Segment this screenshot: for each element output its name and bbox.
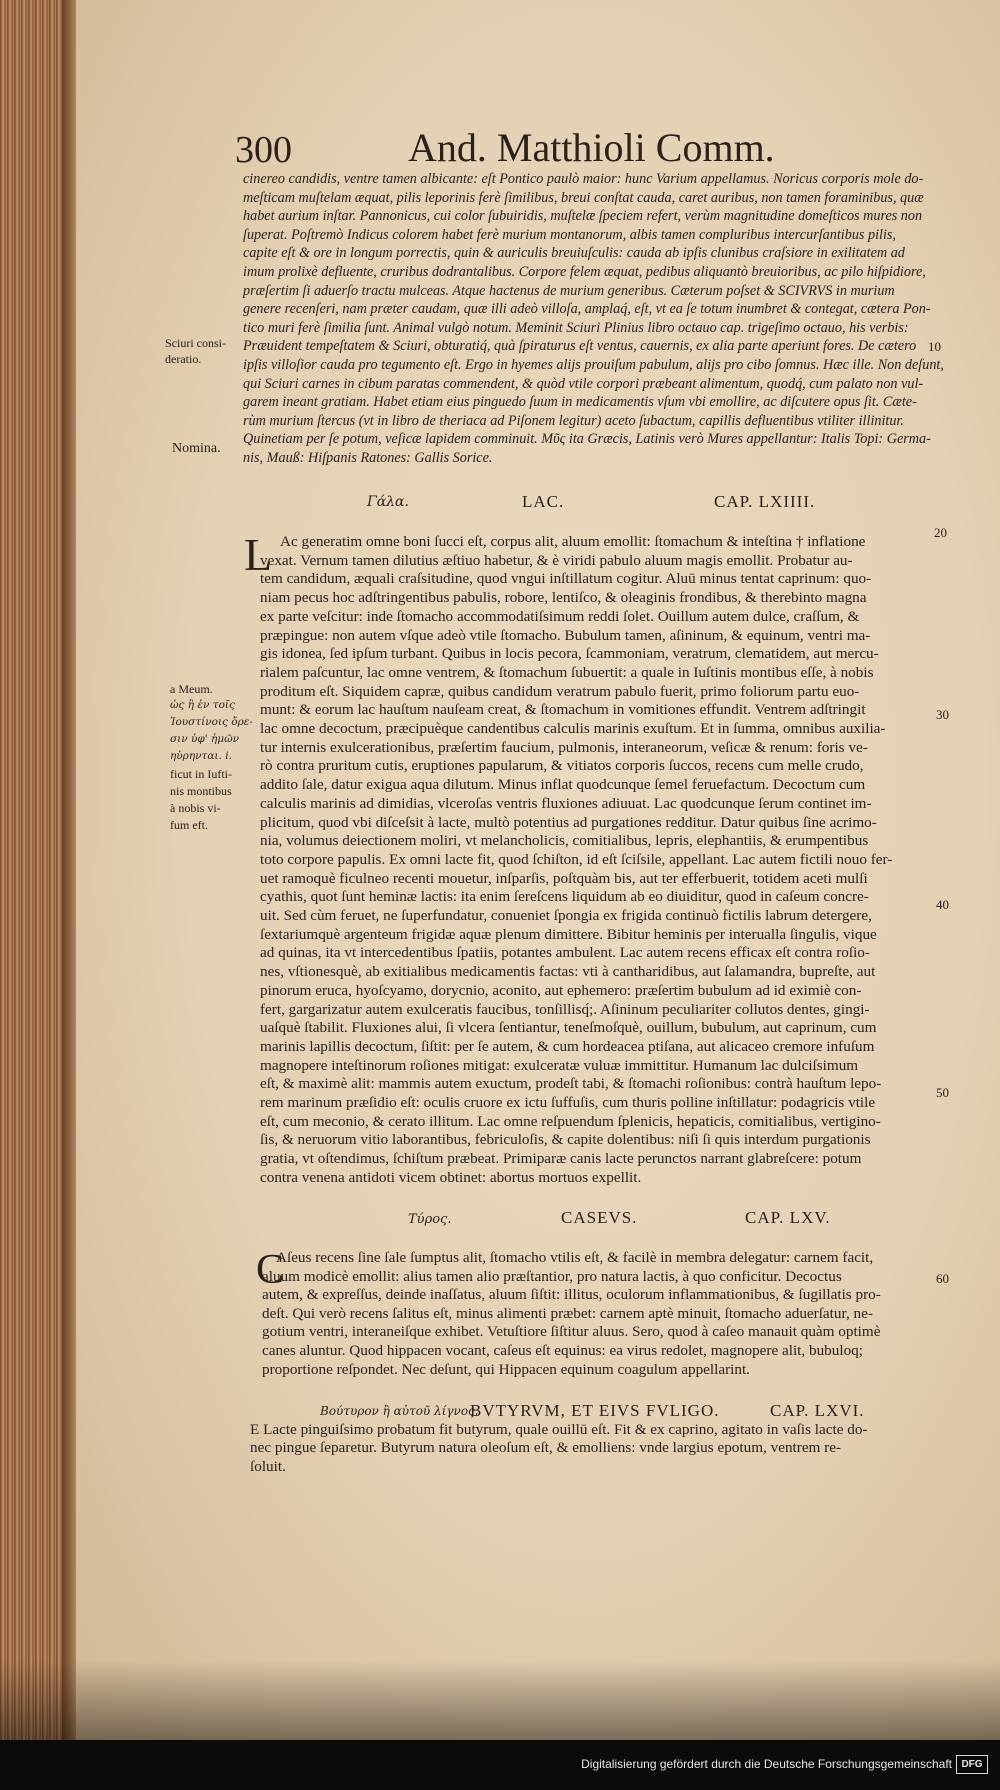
margin-note-meum-line: Ἰουστίνοις ὄρε- xyxy=(170,716,253,728)
margin-note-sciuri-2: deratio. xyxy=(165,352,202,366)
margin-note-meum-line: ηὑρηνται. i. xyxy=(170,750,232,762)
lac-greek-heading: Γάλα. xyxy=(367,494,409,510)
caseus-text-line: canes aluntur. Quod hippacen vocant, caſeus eſt equinus: ea virus redolet, magnopere alit, bubuloq; xyxy=(262,1342,863,1359)
lac-title: LAC. xyxy=(522,492,565,511)
caseus-text-line: proportione reſpondet. Nec deſunt, qui Hippacen equinum coagulum appellarint. xyxy=(262,1360,750,1378)
caseus-greek-heading: Τύρος. xyxy=(408,1212,452,1227)
line-number-50: 50 xyxy=(936,1085,949,1100)
lac-text-line: marinis lapillis decoctum, ſiſtit: per ſe autem, & cum hordeacea ptiſana, aut alicaceo cremore infuſum xyxy=(260,1037,875,1055)
running-head: And. Matthioli Comm. xyxy=(408,125,775,170)
lac-text-line: gratia, vt oſtendimus, ſchiſtum præbeat. Primiparæ canis lacte perunctos narrant glabreſcere: potum xyxy=(260,1150,862,1168)
lac-text-line: præpingue: non autem vſque adeò vtile ſtomacho. Bubulum tamen, aſininum, & equinum, ventri ma- xyxy=(260,626,871,644)
italic-text-line: capite eſt & ore in longum porrectis, quin & auriculis breuiuſculis: cauda ab ipſis clunibus craſsiore in exilitatem ad xyxy=(243,245,905,262)
lac-text-line: proditum eſt. Siquidem capræ, quibus candidum veratrum pabulo fuerit, primo foliorum partu euo- xyxy=(260,682,860,700)
caseus-text-line: aluum modicè emollit: alius tamen alio præſtantior, pro natura lactis, à quo conficitur. Decoctus xyxy=(262,1267,842,1285)
lac-text-line: cyathis, quot ſunt heminæ lactis: ita enim ſereſcens liquidum ab eo diuiditur, quod in caſeum concre- xyxy=(260,888,869,906)
italic-text-line: cinereo candidis, ventre tamen albicante: eſt Pontico paulò maior: hunc Varium appellamus. Noricus corporis mole do- xyxy=(243,171,924,187)
lac-text-line: addito ſale, datur exigua aqua dilutum. Minus inflat quodcunque ſemel feruefactum. Decoctum cum xyxy=(260,776,866,794)
margin-note-meum-line: à nobis vi- xyxy=(170,801,221,815)
margin-note-sciuri-1: Sciuri consi- xyxy=(165,336,226,350)
lac-text-line: magnopere inteſtinorum roſiones mitigat: exulceratæ vuluæ immittitur. Humanum lac dulciſsimum xyxy=(260,1056,859,1074)
lac-text-line: contra venena antidoti vicem obtinet: abortus mortuos expellit. xyxy=(260,1168,642,1186)
margin-note-meum-line: ὡς ἢ ἐν τοῖς xyxy=(170,699,235,711)
italic-text-line: ipſis villoſior cauda pro tegumento eſt. Ergo in hyemes alijs prouiſum pabulum, alijs pro cibo ſomnus. Hæc ille. Non deſunt, xyxy=(243,357,944,373)
italic-text-line: ſuperat. Poſtremò Indicus colorem habet ferè murium montanorum, albis tamen compluribus intercurſantibus pilis, xyxy=(243,226,896,243)
line-number-40: 40 xyxy=(936,897,949,912)
footer-text: Digitalisierung gefördert durch die Deutsche Forschungsgemeinschaft xyxy=(581,1757,952,1771)
lac-text-line: tem candidum, æquali craſsitudine, quod vngui inſtillatum cogitur. Aluū minus tentat caprinum: quo- xyxy=(260,570,872,588)
line-number-20: 20 xyxy=(934,525,947,540)
lac-text-line: vexat. Vernum tamen dilutius æſtiuo habetur, & è viridi pabulo aluum magis emollit. Probatur au- xyxy=(260,551,853,569)
italic-text-line: Quinetiam per ſe potum, veſicæ lapidem comminuit. Μῦς ita Græcis, Latinis verò Mures appellantur: Italis Topi: Germa- xyxy=(243,431,931,448)
italic-text-line: habet aurium inſtar. Pannonicus, cui color ſubuiridis, muſtelæ ſpeciem refert, verùm magnitudine domeſticos mures non xyxy=(243,208,923,225)
lac-text-line: eſt, & maximè alit: mammis autem exuctum, prodeſt tabi, & ſtomachi roſionibus: contrà hauſtum lepo- xyxy=(260,1075,882,1093)
italic-text-line: præſertim ſi aduerſo tractu mulceas. Atque hactenus de murium generibus. Cæterum poſset & SCIVRVS in murium xyxy=(243,282,895,299)
line-number-60: 60 xyxy=(936,1271,949,1286)
lac-text-line: munt: & eorum lac hauſtum nauſeam creat, & ſtomachum in vomitiones effundit. Ventrem adſtringit xyxy=(260,701,866,719)
margin-note-meum-line: nis montibus xyxy=(170,784,232,798)
caseus-text-line: gotium ventri, interaneiſque exhibet. Vetuſtiore ſiſtitur aluus. Sero, quod à caſeo manauit quàm optimè xyxy=(262,1323,881,1341)
butyrum-cap: CAP. LXVI. xyxy=(770,1401,865,1420)
caseus-text-line: deſt. Qui verò recens ſalitus eſt, minus alimenti præbet: carnem aptè minuit, ſtomacho aduerſatur, ne- xyxy=(262,1304,873,1322)
margin-note-meum-line: σιν ὑφ' ἡμῶν xyxy=(170,733,240,745)
lac-text-line: nes, vſtionesquè, ab exitialibus medicamentis factas: vti à cantharidibus, aut ſalamandra, bupreſte, aut xyxy=(260,963,876,981)
lac-text-line: lac omne decoctum, præcipuèque candentibus calculis marinis exuſtum. Et in ſumma, omnibus auxilia- xyxy=(260,720,886,737)
margin-note-meum-line: fum eft. xyxy=(170,818,208,832)
lac-text-line: ex parte veſcitur: inde ſtomacho accommodatiſsimum reddi ſolet. Ouillum autem dulce, craſſum, & xyxy=(260,607,860,625)
caseus-cap: CAP. LXV. xyxy=(745,1208,831,1227)
italic-text-line: rùm murium ſtercus (vt in libro de theriaca ad Piſonem legitur) aceto ſubactum, capillis defluentibus vtiliter illinitur. xyxy=(243,412,904,429)
italic-text-line: Præuident tempeſtatem & Sciuri, obturatiq́, quà ſpiraturus eſt ventus, cauernis, ex alia parte aperiunt fores. De cætero xyxy=(243,338,917,355)
lac-text-line: calculis marinis ad dimidias, vlceroſas ventris fluxiones adiuuat. Lac quodcunque ſerum continet im- xyxy=(260,794,872,812)
lac-text-line: gis idonea, ſed ipſum turbant. Quibus in locis pecora, ſcammoniam, veratrum, clematidem, aut mercu- xyxy=(260,645,879,663)
lac-text-line: plicitum, quod vbi diſceſsit à lacte, multò potentius ad purgationes redditur. Datur quibus ſine acrimo- xyxy=(260,813,877,831)
lac-text-line: ſextariumquè argenteum frigidæ aquæ plenum dimittere. Bibitur heminis per interualla ſingulis, vique xyxy=(260,925,877,943)
lac-text-line: fert, gargarizatur autem exulceratis faucibus, tonſillisq́;. Aſininum peculiariter collutos dentes, gingi- xyxy=(260,1000,870,1018)
butyrum-text-line: ſoluit. xyxy=(250,1457,286,1475)
italic-text-line: garem ineant gratiam. Habet etiam eius pinguedo ſuum in medicamentis vſum vbi emollire, ac diſcutere opus ſit. Cæte- xyxy=(243,394,917,411)
italic-text-line: nis, Mauß: Hiſpanis Ratones: Gallis Sorice. xyxy=(243,450,493,466)
lac-dropcap: L xyxy=(244,529,273,580)
lac-text-line: rò contra pruritum cutis, eruptiones papularum, & vitiatos corporis ſuccos, recens cum melle crudo, xyxy=(260,757,864,775)
lac-text-line: rialem paſcuntur, lac omne ventrem, & ſtomachum ſubuertit: a quale in Iuſtinis montibus eſſe, à nobis xyxy=(260,663,874,681)
lac-text-line: tur internis exulcerationibus, præſertim faucium, pulmonis, interaneorum, veſicæ & renum: foris ve- xyxy=(260,738,868,756)
margin-note-meum-line: a Meum. xyxy=(170,682,213,696)
lac-text-line: uet ramoquè ficulneo recenti mouetur, inſparſis, poſtquàm bis, aut ter efferbuerit, totidem aceti mulſi xyxy=(260,869,868,887)
lac-text-line: pinorum eruca, hyoſcyamo, dorycnio, aconito, aut ephemero: præſertim bubulum ad id eximiè con- xyxy=(260,981,862,999)
lac-text-line: uaſquè ſtabilit. Fluxiones alui, ſi vlcera ſentiantur, teneſmoſquè, ouillum, bubulum, aut caprinum, cum xyxy=(260,1019,877,1037)
caseus-text-line: autem, & expreſſus, deinde inaſſatus, aluum ſiſtit: illitus, oculorum inflammationibus, & ſugillatis pro- xyxy=(262,1286,881,1304)
butyrum-text-line: nec pingue ſeparetur. Butyrum natura oleoſum eſt, & emolliens: vnde largius epotum, ventrem re- xyxy=(250,1439,842,1457)
caseus-text-line: Aſeus recens ſine ſale ſumptus alit, ſtomacho vtilis eſt, & facilè in membra delegatur: carnem facit, xyxy=(276,1249,874,1266)
italic-text-line: genere recenſeri, nam præter caudam, quæ illi adeò villoſa, amplaq́, eſt, vt ea ſe totum inumbret & contegat, cætera Pon- xyxy=(243,301,931,318)
lac-text-line: toto corpore papulis. Ex omni lacte fit, quod ſchiſton, id eſt ſciſsile, appellant. Lac autem fictili nouo fer- xyxy=(260,850,893,868)
line-number-10: 10 xyxy=(928,339,941,354)
margin-note-nomina: Nomina. xyxy=(172,441,221,456)
italic-text-line: tico muri ferè ſimilia ſunt. Animal vulgò notum. Meminit Sciuri Plinius libro octauo cap. trigeſimo octauo, his verbis: xyxy=(243,319,909,336)
digitization-footer xyxy=(0,1740,1000,1790)
italic-text-line: imum prolixè defluente, cruribus dodrantalibus. Corpore felem æquat, pedibus aliquantò breuioribus, ac pilo hiſpidiore, xyxy=(243,264,926,280)
page-bottom-shadow xyxy=(0,1660,1000,1740)
caseus-title: CASEVS. xyxy=(561,1208,638,1227)
page-stack-edge xyxy=(0,0,70,1740)
italic-text-line: meſticam muſtelam æquat, pilis leporinis ferè ſimilibus, breui conſtat cauda, caret auribus, non tamen foraminibus, quæ xyxy=(243,189,924,206)
page-number: 300 xyxy=(235,129,292,171)
caseus-dropcap: C xyxy=(256,1247,285,1293)
lac-text-line: niam pecus hoc adſtringentibus pabulis, robore, lentiſco, & oleaginis frondibus, & therebinto magna xyxy=(260,589,867,607)
lac-text-line: rem marinum præſidio eſt: oculis cruore ex ictu ſuffuſis, cum thuris polline inſtillatur: podagricis vtile xyxy=(260,1094,876,1111)
lac-text-line: nia, volumus deiectionem moliri, vt melancholicis, comitialibus, lepris, elephantiis, & erumpentibus xyxy=(260,832,869,850)
lac-text-line: eſt, cum meconio, & cerato illitum. Lac omne reſpuendum ſplenicis, hepaticis, comitialibus, vertigino- xyxy=(260,1112,881,1130)
italic-text-line: qui Sciuri carnes in cibum paratas commendent, & quòd vtile corpori præbeant alimentum, quodq́, cum palato non vul- xyxy=(243,375,924,392)
lac-text-line: ſis, & neruorum vitio laborantibus, febriculoſis, & capite dolentibus: niſi ſi quis interdum purgationis xyxy=(260,1131,871,1149)
butyrum-title: BVTYRVM, ET EIVS FVLIGO. xyxy=(470,1401,720,1420)
lac-cap: CAP. LXIIII. xyxy=(714,492,816,511)
lac-text-line: ad quinas, ita vt intercedentibus ſpatiis, potantes ambulent. Lac autem recens efficax eſt contra roſio- xyxy=(260,944,870,962)
lac-text-line: uit. Sed cùm feruet, ne ſuperfundatur, conueniet ſpongia ex frigida continuò fictilis labrum detergere, xyxy=(260,907,872,924)
margin-note-meum-line: ficut in Iufti- xyxy=(170,767,232,781)
butyrum-text-line: E Lacte pinguiſsimo probatum fit butyrum, quale ouillū eſt. Fit & ex caprino, agitato in vaſis lacte do- xyxy=(250,1421,868,1438)
dfg-logo: DFG xyxy=(956,1755,988,1774)
lac-text-line: Ac generatim omne boni ſucci eſt, corpus alit, aluum emollit: ſtomachum & inteſtina † inflatione xyxy=(280,533,866,550)
line-number-30: 30 xyxy=(936,707,949,722)
butyrum-greek-heading: Βούτυρον ἢ αὐτοῦ λίγνος. xyxy=(320,1404,479,1418)
